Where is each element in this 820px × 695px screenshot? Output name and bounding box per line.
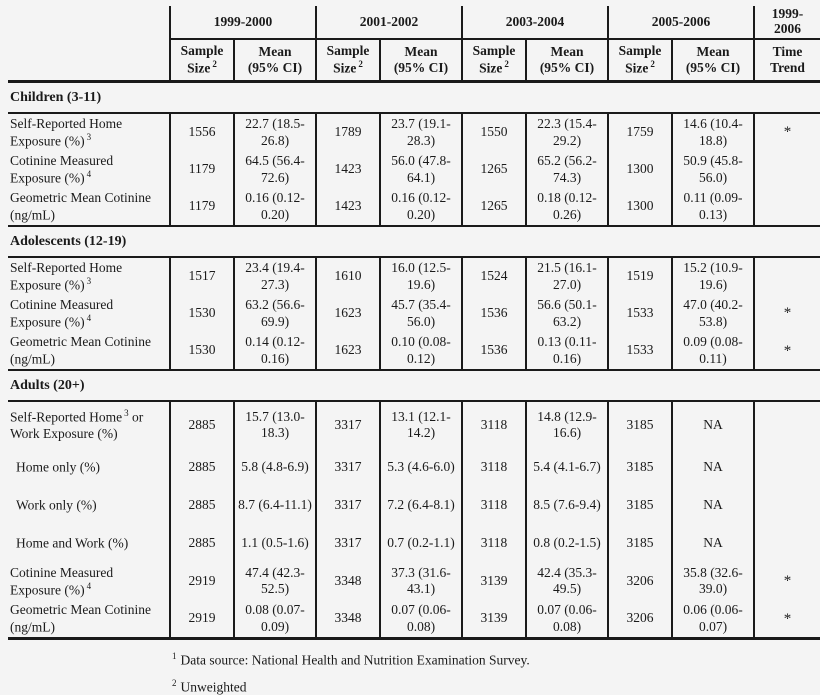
footnote-text: Data source: National Health and Nutrition Examination Survey.	[180, 652, 530, 668]
size-word: Size	[333, 60, 357, 76]
row-label	[8, 562, 170, 600]
trend-word: Trend	[770, 60, 805, 75]
mean-ci-cell: 0.10 (0.08-0.12)	[380, 332, 462, 370]
section-title: Children (3-11)	[8, 82, 820, 114]
sample-footnote-sup: 2	[504, 59, 509, 70]
mean-ci-cell: 15.7 (13.0-18.3)	[234, 401, 316, 448]
sample-word: Sample	[472, 42, 516, 58]
mean-ci-cell: 14.8 (12.9-16.6)	[526, 401, 608, 448]
size-word: Size	[625, 60, 649, 76]
section-title-row	[8, 370, 820, 401]
section-title-row	[8, 82, 820, 114]
mean-ci-cell: 0.8 (0.2-1.5)	[526, 524, 608, 562]
label-text: Self-Reported Home Exposure (%)	[10, 116, 123, 149]
mean-ci-cell: 8.5 (7.6-9.4)	[526, 486, 608, 524]
mean-ci-header	[380, 39, 462, 82]
adolescents-section	[8, 226, 820, 370]
time-trend-header	[754, 39, 820, 82]
label-text: Geometric Mean Cotinine (ng/mL)	[10, 602, 151, 635]
table-row	[8, 113, 820, 151]
mean-ci-cell: 56.0 (47.8-64.1)	[380, 151, 462, 188]
period-header: 2005-2006	[608, 6, 754, 39]
trend-cell: *	[754, 562, 820, 600]
sample-size-cell: 2919	[170, 562, 234, 600]
row-label	[8, 295, 170, 332]
sample-footnote-sup: 2	[212, 59, 217, 70]
sample-size-cell: 3118	[462, 524, 526, 562]
label-sup: 3	[86, 276, 92, 287]
period-header: 2003-2004	[462, 6, 608, 39]
mean-ci-cell: 47.0 (40.2-53.8)	[672, 295, 754, 332]
secondhand-smoke-exposure-table	[8, 6, 820, 640]
mean-ci-cell: NA	[672, 486, 754, 524]
label-sup: 3	[124, 407, 129, 418]
sample-size-cell: 1265	[462, 151, 526, 188]
sample-size-cell: 1517	[170, 257, 234, 295]
period-header: 2001-2002	[316, 6, 462, 39]
mean-ci-cell: 64.5 (56.4-72.6)	[234, 151, 316, 188]
table-row	[8, 562, 820, 600]
sample-size-cell: 1519	[608, 257, 672, 295]
row-label	[8, 151, 170, 188]
sample-size-cell: 1300	[608, 151, 672, 188]
sample-size-cell: 3348	[316, 562, 380, 600]
footnote-sup: 1	[172, 651, 177, 662]
corner-blank-cell	[8, 39, 170, 82]
ci-word: (95% CI)	[539, 60, 595, 75]
mean-ci-cell: 1.1 (0.5-1.6)	[234, 524, 316, 562]
mean-word: Mean	[258, 43, 292, 59]
sample-size-cell: 3185	[608, 486, 672, 524]
mean-ci-cell: 23.7 (19.1-28.3)	[380, 113, 462, 151]
sample-size-header	[316, 39, 380, 82]
mean-ci-cell: 14.6 (10.4-18.8)	[672, 113, 754, 151]
section-title: Adolescents (12-19)	[8, 226, 820, 257]
subheader-row	[8, 39, 820, 82]
trend-cell	[754, 257, 820, 295]
mean-ci-cell: 65.2 (56.2-74.3)	[526, 151, 608, 188]
sample-size-cell: 3118	[462, 486, 526, 524]
sample-size-cell: 1610	[316, 257, 380, 295]
children-section	[8, 82, 820, 227]
mean-ci-cell: 42.4 (35.3-49.5)	[526, 562, 608, 600]
mean-ci-cell: NA	[672, 448, 754, 486]
mean-word: Mean	[696, 43, 730, 59]
label-sup: 4	[86, 580, 92, 591]
footnote-text: Unweighted	[180, 679, 247, 695]
mean-ci-cell: 0.07 (0.06-0.08)	[380, 600, 462, 639]
table-row	[8, 486, 820, 524]
label-text: Cotinine Measured Exposure (%)	[10, 564, 114, 598]
label-text: Home and Work (%)	[16, 535, 129, 551]
table-row	[8, 332, 820, 370]
sample-size-cell: 3139	[462, 600, 526, 639]
trend-cell: *	[754, 332, 820, 370]
trend-period-header	[754, 6, 820, 39]
sample-size-cell: 3348	[316, 600, 380, 639]
label-sup: 4	[86, 169, 92, 180]
footnote-sup: 2	[172, 677, 177, 688]
mean-ci-cell: 0.16 (0.12-0.20)	[234, 188, 316, 226]
sample-size-cell: 2885	[170, 524, 234, 562]
mean-ci-cell: 5.4 (4.1-6.7)	[526, 448, 608, 486]
table-row	[8, 257, 820, 295]
label-text: Self-Reported Home Exposure (%)	[10, 260, 123, 293]
trend-cell: *	[754, 113, 820, 151]
trend-cell	[754, 524, 820, 562]
sample-size-cell: 1179	[170, 188, 234, 226]
mean-ci-cell: 0.07 (0.06-0.08)	[526, 600, 608, 639]
mean-ci-cell: 0.06 (0.06-0.07)	[672, 600, 754, 639]
mean-ci-cell: 0.14 (0.12-0.16)	[234, 332, 316, 370]
sample-size-cell: 3139	[462, 562, 526, 600]
mean-ci-cell: 0.18 (0.12-0.26)	[526, 188, 608, 226]
mean-word: Mean	[404, 43, 438, 59]
trend-period-line2: 2006	[774, 21, 801, 36]
mean-ci-cell: 0.16 (0.12-0.20)	[380, 188, 462, 226]
sample-size-cell: 2885	[170, 486, 234, 524]
trend-cell: *	[754, 295, 820, 332]
mean-ci-cell: 0.09 (0.08-0.11)	[672, 332, 754, 370]
mean-ci-cell: 22.3 (15.4-29.2)	[526, 113, 608, 151]
label-text: Cotinine Measured Exposure (%)	[10, 153, 114, 186]
sample-size-header	[170, 39, 234, 82]
mean-ci-cell: 0.7 (0.2-1.1)	[380, 524, 462, 562]
table-row	[8, 188, 820, 226]
sample-size-cell: 3185	[608, 448, 672, 486]
table-row	[8, 600, 820, 639]
period-header: 1999-2000	[170, 6, 316, 39]
section-title-row	[8, 226, 820, 257]
sample-footnote-sup: 2	[358, 59, 363, 70]
sample-size-cell: 3317	[316, 401, 380, 448]
sample-size-cell: 1556	[170, 113, 234, 151]
sample-size-cell: 2919	[170, 600, 234, 639]
row-label	[8, 524, 170, 562]
mean-ci-cell: 0.13 (0.11-0.16)	[526, 332, 608, 370]
sample-size-cell: 3185	[608, 401, 672, 448]
ci-word: (95% CI)	[247, 60, 303, 75]
adults-section	[8, 370, 820, 639]
sample-size-cell: 1530	[170, 295, 234, 332]
row-label	[8, 188, 170, 226]
footnotes	[172, 651, 820, 695]
table-row	[8, 448, 820, 486]
sample-size-cell: 1550	[462, 113, 526, 151]
section-title: Adults (20+)	[8, 370, 820, 401]
sample-size-cell: 3317	[316, 524, 380, 562]
mean-ci-cell: 8.7 (6.4-11.1)	[234, 486, 316, 524]
sample-word: Sample	[326, 42, 370, 58]
sample-size-cell: 1533	[608, 332, 672, 370]
mean-ci-cell: 21.5 (16.1-27.0)	[526, 257, 608, 295]
label-text: Work only (%)	[16, 497, 97, 513]
ci-word: (95% CI)	[393, 60, 449, 75]
label-text: Cotinine Measured Exposure (%)	[10, 297, 114, 330]
sample-size-cell: 2885	[170, 448, 234, 486]
sample-size-cell: 1423	[316, 188, 380, 226]
label-text: Home only (%)	[16, 459, 100, 475]
label-text: Self-Reported Home	[10, 409, 123, 425]
mean-ci-cell: 0.11 (0.09-0.13)	[672, 188, 754, 226]
mean-ci-cell: 45.7 (35.4-56.0)	[380, 295, 462, 332]
mean-ci-cell: 37.3 (31.6-43.1)	[380, 562, 462, 600]
mean-ci-cell: 50.9 (45.8-56.0)	[672, 151, 754, 188]
label-sup: 4	[86, 313, 92, 324]
label-text: Geometric Mean Cotinine (ng/mL)	[10, 190, 151, 223]
trend-cell	[754, 486, 820, 524]
trend-cell	[754, 151, 820, 188]
sample-size-cell: 1530	[170, 332, 234, 370]
row-label	[8, 401, 170, 448]
mean-ci-cell: 23.4 (19.4-27.3)	[234, 257, 316, 295]
sample-size-cell: 3185	[608, 524, 672, 562]
mean-ci-cell: 7.2 (6.4-8.1)	[380, 486, 462, 524]
sample-size-cell: 1789	[316, 113, 380, 151]
trend-period-line1: 1999-	[771, 6, 804, 22]
sample-size-cell: 1300	[608, 188, 672, 226]
mean-word: Mean	[550, 43, 584, 59]
sample-size-cell: 1536	[462, 332, 526, 370]
footnote-2	[172, 678, 820, 695]
row-label	[8, 332, 170, 370]
sample-size-cell: 2885	[170, 401, 234, 448]
mean-ci-cell: 5.8 (4.8-6.9)	[234, 448, 316, 486]
sample-size-cell: 1179	[170, 151, 234, 188]
trend-cell	[754, 401, 820, 448]
trend-cell: *	[754, 600, 820, 639]
row-label	[8, 448, 170, 486]
table-row	[8, 295, 820, 332]
mean-ci-header	[234, 39, 316, 82]
mean-ci-cell: 0.08 (0.07-0.09)	[234, 600, 316, 639]
label-text: or Work Exposure (%)	[10, 409, 144, 442]
mean-ci-cell: NA	[672, 401, 754, 448]
sample-size-cell: 3118	[462, 401, 526, 448]
mean-ci-cell: NA	[672, 524, 754, 562]
period-header-row	[8, 6, 820, 39]
sample-size-cell: 1759	[608, 113, 672, 151]
mean-ci-cell: 22.7 (18.5-26.8)	[234, 113, 316, 151]
mean-ci-header	[672, 39, 754, 82]
sample-size-header	[462, 39, 526, 82]
sample-size-cell: 1524	[462, 257, 526, 295]
sample-footnote-sup: 2	[650, 59, 655, 70]
row-label	[8, 257, 170, 295]
sample-size-cell: 1533	[608, 295, 672, 332]
row-label	[8, 600, 170, 639]
footnote-1	[172, 651, 820, 669]
corner-blank-cell	[8, 6, 170, 39]
size-word: Size	[187, 60, 211, 76]
table-row	[8, 151, 820, 188]
sample-size-cell: 1423	[316, 151, 380, 188]
sample-word: Sample	[618, 42, 662, 58]
mean-ci-cell: 47.4 (42.3-52.5)	[234, 562, 316, 600]
sample-size-cell: 3206	[608, 600, 672, 639]
sample-size-cell: 3206	[608, 562, 672, 600]
row-label	[8, 113, 170, 151]
trend-cell	[754, 448, 820, 486]
sample-size-cell: 3317	[316, 448, 380, 486]
table-row	[8, 524, 820, 562]
time-word: Time	[772, 43, 803, 59]
mean-ci-cell: 15.2 (10.9-19.6)	[672, 257, 754, 295]
sample-size-cell: 1265	[462, 188, 526, 226]
mean-ci-cell: 13.1 (12.1-14.2)	[380, 401, 462, 448]
mean-ci-cell: 56.6 (50.1-63.2)	[526, 295, 608, 332]
mean-ci-cell: 16.0 (12.5-19.6)	[380, 257, 462, 295]
mean-ci-cell: 5.3 (4.6-6.0)	[380, 448, 462, 486]
sample-size-cell: 1536	[462, 295, 526, 332]
mean-ci-cell: 35.8 (32.6-39.0)	[672, 562, 754, 600]
sample-size-cell: 1623	[316, 332, 380, 370]
sample-size-cell: 3118	[462, 448, 526, 486]
sample-size-header	[608, 39, 672, 82]
mean-ci-cell: 63.2 (56.6-69.9)	[234, 295, 316, 332]
size-word: Size	[479, 60, 503, 76]
sample-word: Sample	[180, 42, 224, 58]
ci-word: (95% CI)	[685, 60, 741, 75]
table-row	[8, 401, 820, 448]
row-label	[8, 486, 170, 524]
sample-size-cell: 3317	[316, 486, 380, 524]
sample-size-cell: 1623	[316, 295, 380, 332]
mean-ci-header	[526, 39, 608, 82]
trend-cell	[754, 188, 820, 226]
label-sup: 3	[86, 132, 92, 143]
label-text: Geometric Mean Cotinine (ng/mL)	[10, 334, 151, 367]
